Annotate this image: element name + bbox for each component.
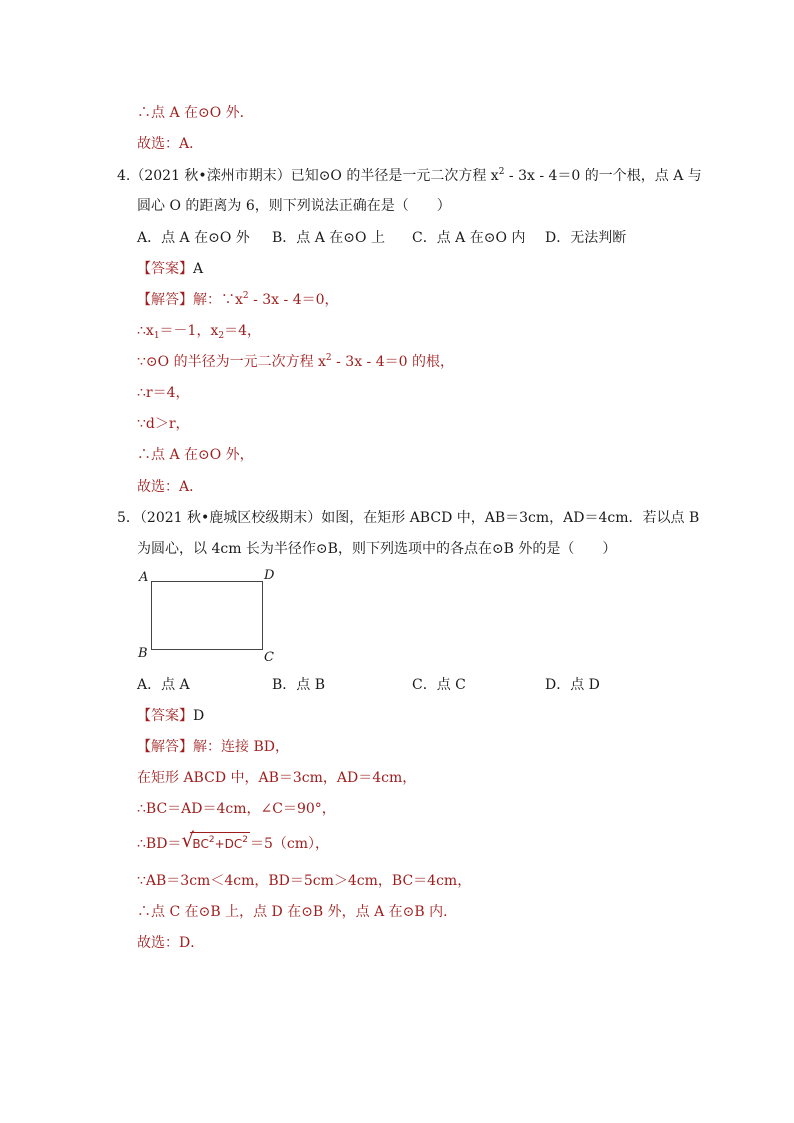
q4-sol2-c: ＝4， (224, 323, 262, 339)
q4-solution-label: 【解答】 (137, 292, 193, 308)
q4-stem-text-a: 4.（2021 秋•滦州市期末）已知⊙O 的半径是一元二次方程 x (117, 168, 499, 184)
q4-stem-line1 (117, 166, 702, 186)
q4-sol2-b: ＝－1，x (159, 323, 219, 339)
q5-stem-line1: 5．（2021 秋•鹿城区校级期末）如图，在矩形 ABCD 中，AB＝3cm，AD＝4cm．若以点 B (117, 510, 700, 526)
vertex-label-d: D (264, 568, 275, 583)
q5-sol1-text: 解：连接 BD， (193, 739, 289, 755)
vertex-label-c: C (264, 650, 274, 665)
q4-solution-line3 (137, 352, 454, 372)
q5-answer (137, 706, 204, 726)
q4-sol3-b: - 3x - 4＝0 的根， (331, 354, 454, 370)
q5-stem-line2: 为圆心，以 4cm 长为半径作⊙B，则下列选项中的各点在⊙B 外的是（ ） (137, 541, 617, 557)
radicand-dc: +DC (214, 837, 243, 851)
q4-option-d: D．无法判断 (545, 230, 627, 246)
q5-option-a: A．点 A (137, 677, 190, 693)
q5-solution-line7: 故选：D． (137, 935, 205, 951)
q4-sol3-a: ∵⊙O 的半径为一元二次方程 x (137, 354, 326, 370)
q5-option-d: D．点 D (545, 677, 600, 693)
q5-option-b: B．点 B (272, 677, 326, 693)
radical-sign-icon: √ (181, 828, 195, 852)
vertex-label-b: B (138, 646, 148, 661)
rectangle-abcd-figure (151, 581, 263, 650)
q4-sol2-sub2: 2 (218, 331, 225, 341)
vertex-label-a: A (139, 570, 149, 585)
q4-option-a: A．点 A 在⊙O 外 (137, 230, 250, 246)
radicand-exp1: 2 (208, 835, 215, 845)
q4-solution-line2 (137, 321, 261, 341)
q4-sol1-b: - 3x - 4＝0， (248, 292, 339, 308)
q4-stem-exponent: 2 (498, 167, 505, 177)
radicand-bc: BC (192, 837, 209, 851)
q4-solution-line4: ∴r＝4， (137, 385, 190, 401)
q4-sol2-a: ∴x (137, 323, 154, 339)
q4-sol1-exp: 2 (242, 291, 249, 301)
q5-solution-label: 【解答】 (137, 739, 193, 755)
q4-stem-line2: 圆心 O 的距离为 6，则下列说法正确在是（ ） (137, 198, 451, 214)
q5-solution-line4 (137, 828, 330, 854)
q5-answer-value: D (193, 708, 205, 724)
q4-sol1-a: 解：∵x (193, 292, 243, 308)
radicand-exp2: 2 (242, 835, 248, 845)
q4-option-c: C．点 A 在⊙O 内 (412, 230, 526, 246)
prev-conclusion: ∴点 A 在⊙O 外． (137, 105, 254, 121)
q4-option-b: B．点 A 在⊙O 上 (272, 230, 385, 246)
q5-solution-line5: ∵AB＝3cm＜4cm，BD＝5cm＞4cm，BC＝4cm， (137, 873, 472, 889)
q5-sol4-a: ∴BD＝ (137, 836, 182, 852)
q4-sol2-sub1: 1 (153, 331, 160, 341)
q5-answer-label: 【答案】 (137, 708, 193, 724)
q4-solution-line6: ∴点 A 在⊙O 外， (137, 447, 254, 463)
square-root-expression (181, 828, 250, 854)
prev-choice: 故选：A． (137, 136, 204, 152)
q4-answer-label: 【答案】 (137, 261, 193, 277)
q4-sol3-exp: 2 (325, 353, 332, 363)
q4-solution-line1 (137, 290, 339, 310)
q4-solution-line7: 故选：A． (137, 479, 204, 495)
q5-solution-line2: 在矩形 ABCD 中，AB＝3cm，AD＝4cm， (137, 770, 417, 786)
q4-solution-line5: ∵d＞r， (137, 416, 190, 432)
q5-option-c: C．点 C (412, 677, 466, 693)
q4-answer (137, 259, 203, 279)
q5-solution-line1 (137, 737, 289, 757)
q5-solution-line3: ∴BC＝AD＝4cm，∠C＝90°， (137, 801, 336, 817)
q4-stem-text-b: - 3x - 4＝0 的一个根，点 A 与 (504, 168, 702, 184)
q5-solution-line6: ∴点 C 在⊙B 上，点 D 在⊙B 外，点 A 在⊙B 内． (137, 904, 458, 920)
q4-answer-value: A (193, 261, 204, 277)
q5-sol4-b: ＝5（cm）， (249, 836, 330, 852)
